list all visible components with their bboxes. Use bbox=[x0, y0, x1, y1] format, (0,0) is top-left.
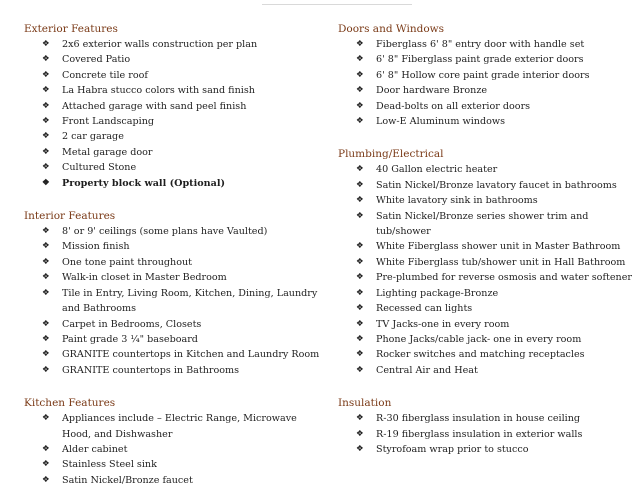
diamond-bullet-icon: ❖ bbox=[42, 131, 50, 142]
section-title: Kitchen Features bbox=[24, 397, 116, 410]
right-column bbox=[338, 22, 634, 457]
diamond-bullet-icon: ❖ bbox=[42, 162, 50, 173]
diamond-bullet-icon: ❖ bbox=[42, 287, 50, 298]
feature-list bbox=[338, 37, 634, 129]
list-item: ❖ Door hardware Bronze bbox=[338, 83, 634, 98]
doors-windows-section bbox=[338, 22, 634, 129]
diamond-bullet-icon: ❖ bbox=[42, 100, 50, 111]
plumbing-electrical-section bbox=[338, 147, 634, 378]
diamond-bullet-icon: ❖ bbox=[42, 474, 50, 485]
list-item: ❖ Dead-bolts on all exterior doors bbox=[338, 99, 634, 114]
list-item: ❖ Cultured Stone bbox=[24, 160, 324, 175]
section-title: Doors and Windows bbox=[338, 23, 445, 35]
diamond-bullet-icon: ❖ bbox=[42, 333, 50, 344]
list-item: ❖ Walk-in closet in Master Bedroom bbox=[24, 270, 324, 285]
diamond-bullet-icon: ❖ bbox=[356, 413, 364, 424]
list-item: ❖ 8' or 9' ceilings (some plans have Vaulted) bbox=[24, 224, 324, 239]
list-item: ❖ Front Landscaping bbox=[24, 114, 324, 129]
diamond-bullet-icon: ❖ bbox=[356, 428, 364, 439]
diamond-bullet-icon: ❖ bbox=[42, 459, 50, 470]
diamond-bullet-icon: ❖ bbox=[42, 272, 50, 283]
diamond-bullet-icon: ❖ bbox=[356, 210, 364, 221]
section-title: Interior Features bbox=[24, 210, 116, 223]
diamond-bullet-icon: ❖ bbox=[356, 116, 364, 127]
list-item: ❖ Paint grade 3 ¼" baseboard bbox=[24, 332, 324, 347]
diamond-bullet-icon: ❖ bbox=[356, 333, 364, 344]
list-item: ❖ Alder cabinet bbox=[24, 442, 324, 457]
diamond-bullet-icon: ❖ bbox=[356, 195, 364, 206]
diamond-bullet-icon: ❖ bbox=[42, 226, 50, 237]
list-item: ❖ Property block wall (Optional) bbox=[24, 176, 324, 191]
list-item: ❖ White Fiberglass shower unit in Master Bathroom bbox=[338, 239, 634, 254]
diamond-bullet-icon: ❖ bbox=[356, 256, 364, 267]
diamond-bullet-icon: ❖ bbox=[356, 364, 364, 375]
diamond-bullet-icon: ❖ bbox=[356, 85, 364, 96]
diamond-bullet-icon: ❖ bbox=[356, 39, 364, 49]
diamond-bullet-icon: ❖ bbox=[356, 349, 364, 360]
feature-list bbox=[338, 411, 634, 457]
diamond-bullet-icon: ❖ bbox=[356, 303, 364, 314]
list-item: ❖ 40 Gallon electric heater bbox=[338, 162, 634, 177]
list-item: ❖ White Fiberglass tub/shower unit in Hall Bathroom bbox=[338, 255, 634, 270]
diamond-bullet-icon: ❖ bbox=[42, 177, 50, 188]
diamond-bullet-icon: ❖ bbox=[356, 272, 364, 283]
diamond-bullet-icon: ❖ bbox=[356, 318, 364, 329]
list-item: ❖ Satin Nickel/Bronze lavatory faucet in bathrooms bbox=[338, 178, 634, 193]
list-item: ❖ Metal garage door bbox=[24, 145, 324, 160]
diamond-bullet-icon: ❖ bbox=[42, 85, 50, 96]
list-item: ❖ R-19 fiberglass insulation in exterior walls bbox=[338, 427, 634, 442]
list-item: ❖ Mission finish bbox=[24, 239, 324, 254]
list-item: ❖ Satin Nickel/Bronze faucet bbox=[24, 473, 324, 488]
diamond-bullet-icon: ❖ bbox=[42, 349, 50, 360]
section-title: Insulation bbox=[338, 397, 392, 410]
diamond-bullet-icon: ❖ bbox=[42, 241, 50, 252]
diamond-bullet-icon: ❖ bbox=[42, 146, 50, 157]
diamond-bullet-icon: ❖ bbox=[42, 54, 50, 65]
list-item: ❖ 6' 8" Hollow core paint grade interior doors bbox=[338, 68, 634, 83]
list-item: ❖ Lighting package-Bronze bbox=[338, 286, 634, 301]
list-item: ❖ Recessed can lights bbox=[338, 301, 634, 316]
list-item: ❖ White lavatory sink in bathrooms bbox=[338, 193, 634, 208]
list-item: ❖ R-30 fiberglass insulation in house ceiling bbox=[338, 411, 634, 426]
list-item: ❖ Carpet in Bedrooms, Closets bbox=[24, 317, 324, 332]
left-column bbox=[24, 22, 324, 488]
feature-list bbox=[24, 37, 324, 191]
list-item: ❖ Covered Patio bbox=[24, 52, 324, 67]
exterior-features-section bbox=[24, 22, 324, 191]
list-item: ❖ Pre-plumbed for reverse osmosis and water softener bbox=[338, 270, 634, 285]
list-item: ❖ Attached garage with sand peel finish bbox=[24, 99, 324, 114]
list-item: ❖ La Habra stucco colors with sand finish bbox=[24, 83, 324, 98]
list-item: ❖ Rocker switches and matching receptacles bbox=[338, 347, 634, 362]
diamond-bullet-icon: ❖ bbox=[42, 69, 50, 80]
diamond-bullet-icon: ❖ bbox=[42, 413, 50, 424]
list-item: ❖ GRANITE countertops in Kitchen and Laundry Room bbox=[24, 347, 324, 362]
diamond-bullet-icon: ❖ bbox=[356, 69, 364, 80]
diamond-bullet-icon: ❖ bbox=[356, 100, 364, 111]
section-title: Plumbing/Electrical bbox=[338, 148, 444, 161]
list-item: ❖ Styrofoam wrap prior to stucco bbox=[338, 442, 634, 457]
list-item: ❖ TV Jacks-one in every room bbox=[338, 317, 634, 332]
list-item: ❖ Stainless Steel sink bbox=[24, 457, 324, 472]
list-item: ❖ 2 car garage bbox=[24, 129, 324, 144]
list-item: ❖ Concrete tile roof bbox=[24, 68, 324, 83]
diamond-bullet-icon: ❖ bbox=[356, 164, 364, 175]
diamond-bullet-icon: ❖ bbox=[356, 287, 364, 298]
list-item: ❖ Tile in Entry, Living Room, Kitchen, Dining, Laundry and Bathrooms bbox=[42, 287, 318, 315]
diamond-bullet-icon: ❖ bbox=[42, 364, 50, 375]
list-item: ❖ Low-E Aluminum windows bbox=[338, 114, 634, 129]
diamond-bullet-icon: ❖ bbox=[356, 241, 364, 252]
diamond-bullet-icon: ❖ bbox=[42, 256, 50, 267]
feature-list bbox=[24, 411, 324, 488]
list-item: ❖ GRANITE countertops in Bathrooms bbox=[24, 363, 324, 378]
list-item: ❖ Central Air and Heat bbox=[338, 363, 634, 378]
diamond-bullet-icon: ❖ bbox=[42, 116, 50, 127]
list-item: ❖ Satin Nickel/Bronze series shower trim and tub/shower bbox=[356, 210, 589, 238]
diamond-bullet-icon: ❖ bbox=[42, 443, 50, 454]
diamond-bullet-icon: ❖ bbox=[356, 179, 364, 190]
list-item: ❖ Fiberglass 6' 8" entry door with handle set bbox=[338, 37, 634, 52]
top-divider bbox=[262, 0, 412, 5]
interior-features-section bbox=[24, 209, 324, 378]
list-item: ❖ Phone Jacks/cable jack- one in every room bbox=[338, 332, 634, 347]
section-title: Exterior Features bbox=[24, 23, 118, 35]
diamond-bullet-icon: ❖ bbox=[356, 54, 364, 65]
diamond-bullet-icon: ❖ bbox=[356, 443, 364, 454]
list-item: ❖ 6' 8" Fiberglass paint grade exterior doors bbox=[338, 52, 634, 67]
diamond-bullet-icon: ❖ bbox=[42, 318, 50, 329]
insulation-section bbox=[338, 396, 634, 457]
feature-list bbox=[338, 162, 634, 378]
list-item: ❖ One tone paint throughout bbox=[24, 255, 324, 270]
diamond-bullet-icon: ❖ bbox=[42, 39, 50, 49]
list-item: ❖ Appliances include – Electric Range, Microwave Hood, and Dishwasher bbox=[42, 413, 297, 440]
list-item: ❖ 2x6 exterior walls construction per plan bbox=[24, 37, 324, 52]
kitchen-features-section bbox=[24, 396, 324, 488]
feature-list bbox=[24, 224, 324, 378]
